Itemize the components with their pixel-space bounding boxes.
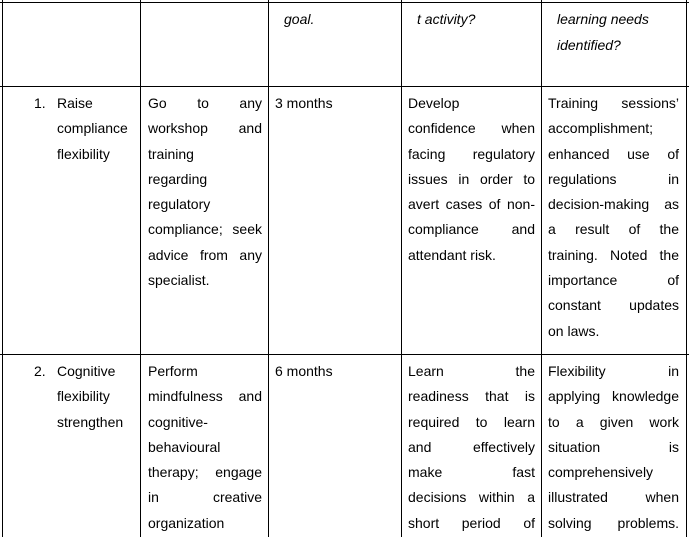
cell-line: constant updates	[548, 297, 679, 314]
cell-line: regulatory	[148, 196, 211, 213]
cell-line: in creative	[148, 489, 262, 506]
header-activity-cell	[417, 6, 475, 32]
cell-line: organization	[148, 514, 225, 531]
cell-line: training. Noted the	[548, 246, 679, 263]
goal-cell	[57, 91, 135, 167]
cell-line: compliance	[57, 120, 128, 137]
cell-line: attendant risk.	[408, 246, 496, 263]
cell-line: strengthen	[57, 413, 124, 430]
cell-line: Develop	[408, 95, 460, 111]
cell-line: facing regulatory	[408, 145, 535, 162]
cell-line: training	[148, 145, 194, 162]
cell-line: advice from any	[148, 246, 262, 263]
cell-line: enhanced use of	[548, 145, 679, 162]
timeframe-cell	[275, 359, 395, 384]
table-border-left	[2, 0, 3, 537]
outcome-cell	[548, 359, 679, 536]
table-border-right	[686, 0, 687, 537]
cell-line: compliance and	[408, 221, 535, 238]
reason-cell	[408, 91, 535, 268]
cell-line: and effectively	[408, 438, 535, 455]
cell-line: 6 months	[275, 363, 333, 379]
header-text: t activity?	[417, 11, 476, 27]
activity-cell	[148, 359, 262, 536]
outcome-cell	[548, 91, 679, 344]
cell-line: Flexibility in	[548, 363, 679, 379]
cell-line: compliance; seek	[148, 221, 262, 238]
column-divider	[268, 0, 269, 537]
cell-line: solving problems.	[548, 514, 679, 531]
header-learning-needs-cell	[557, 6, 649, 58]
row-number: 2.	[34, 363, 46, 379]
cell-line: therapy; engage	[148, 464, 262, 481]
header-text: identified?	[557, 37, 621, 53]
table-border-top	[0, 2, 689, 3]
cell-line: Raise	[57, 95, 93, 111]
row-divider	[0, 354, 689, 355]
column-divider	[541, 0, 542, 537]
cell-line: comprehensively	[548, 464, 654, 481]
header-text: learning needs	[557, 11, 649, 27]
cell-line: behavioural	[148, 438, 221, 455]
cell-line: workshop and	[148, 120, 262, 137]
cell-line: Go to any	[148, 95, 262, 111]
cell-line: short period of	[408, 514, 535, 531]
cell-line: importance of	[548, 272, 679, 289]
cell-line: situation is	[548, 438, 679, 455]
cell-line: cognitive-	[148, 413, 208, 430]
goal-cell	[57, 359, 135, 435]
cell-line: issues in order to	[408, 170, 535, 187]
cell-line: 3 months	[275, 95, 333, 111]
cell-line: decision-making as	[548, 196, 679, 213]
header-goal-cell	[284, 6, 314, 32]
cell-line: a result of the	[548, 221, 679, 238]
cell-line: required to learn	[408, 413, 535, 430]
column-divider	[401, 0, 402, 537]
cell-line: applying knowledge	[548, 388, 679, 405]
reason-cell	[408, 359, 535, 536]
row-number: 1.	[34, 95, 46, 111]
cell-line: decisions within a	[408, 489, 535, 506]
cell-line: illustrated when	[548, 489, 679, 506]
cell-line: Training sessions’	[548, 95, 679, 111]
cell-line: regulations in	[548, 170, 679, 187]
cell-line: Perform	[148, 363, 198, 379]
column-divider	[140, 0, 141, 537]
activity-cell	[148, 91, 262, 293]
cell-line: accomplishment;	[548, 120, 654, 137]
cell-line: flexibility	[57, 145, 110, 162]
cell-line: Learn the	[408, 363, 535, 379]
cell-line: to a given work	[548, 413, 679, 430]
header-text: goal.	[284, 11, 315, 27]
cell-line: flexibility	[57, 388, 110, 405]
cell-line: make fast	[408, 464, 535, 481]
cell-line: regarding	[148, 170, 208, 187]
cell-line: on laws.	[548, 322, 600, 339]
cell-line: readiness that is	[408, 388, 535, 405]
cell-line: specialist.	[148, 272, 210, 289]
cell-line: mindfulness and	[148, 388, 262, 405]
cell-line: Cognitive	[57, 363, 116, 379]
timeframe-cell	[275, 91, 395, 116]
cell-line: confidence when	[408, 120, 535, 137]
cell-line: avert cases of non-	[408, 196, 535, 213]
row-divider	[0, 86, 689, 87]
